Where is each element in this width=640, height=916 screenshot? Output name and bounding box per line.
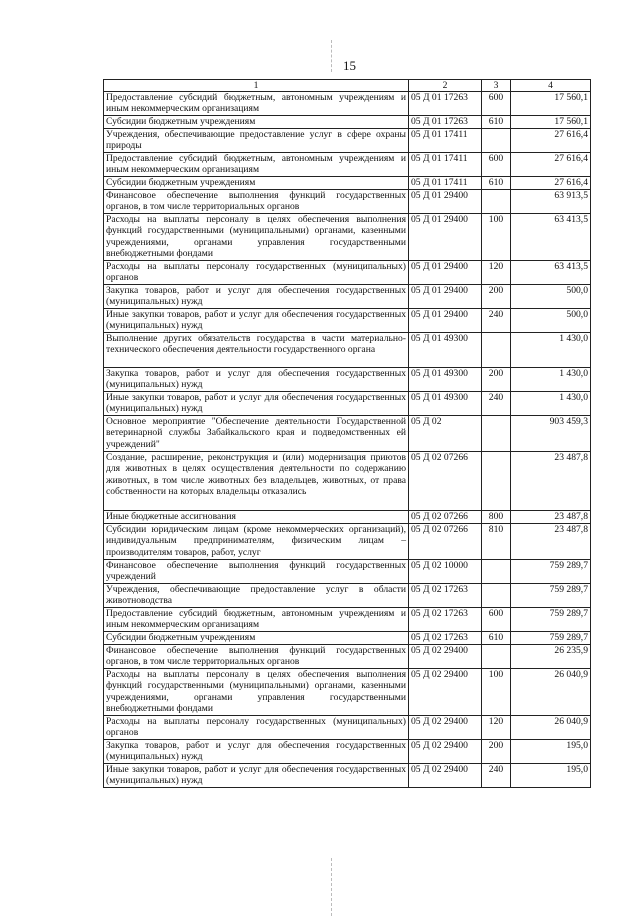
- table-row: [104, 632, 591, 645]
- row-code-cell: 05 Д 02 10000: [409, 560, 482, 584]
- row-code-cell: 05 Д 01 49300: [409, 368, 482, 392]
- row-name-cell: Основное мероприятие "Обеспечение деятельности Государственной ветеринарной службы Забайкальского края и подведомственных ей учреждений": [104, 416, 409, 452]
- row-name-cell: Создание, расширение, реконструкция и (или) модернизация приютов для животных в целях осуществления деятельности по содержанию животных, в том числе животных без владельцев, животных, от права собственности на которых владельцы отказались: [104, 452, 409, 511]
- table-row: [104, 740, 591, 764]
- table-row: [104, 368, 591, 392]
- row-name-cell: Иные закупки товаров, работ и услуг для обеспечения государственных (муниципальных) нужд: [104, 392, 409, 416]
- row-code-cell: 05 Д 01 17411: [409, 129, 482, 153]
- table-row: [104, 524, 591, 560]
- row-name-cell: Субсидии бюджетным учреждениям: [104, 177, 409, 190]
- row-sum-cell: 17 560,1: [511, 116, 591, 129]
- row-sum-cell: 1 430,0: [511, 368, 591, 392]
- row-code-cell: 05 Д 02 29400: [409, 645, 482, 669]
- row-code-cell: 05 Д 02 29400: [409, 669, 482, 716]
- table-row: [104, 392, 591, 416]
- row-sum-cell: 27 616,4: [511, 177, 591, 190]
- table-row: [104, 584, 591, 608]
- table-body: [104, 92, 591, 788]
- row-name-cell: Расходы на выплаты персоналу в целях обеспечения выполнения функций государственными (муниципальными) органами, казенными учреждениями, органами управления государственными внебюджетными фондами: [104, 214, 409, 261]
- row-vr-cell: 810: [482, 524, 511, 560]
- row-name-cell: Иные закупки товаров, работ и услуг для обеспечения государственных (муниципальных) нужд: [104, 309, 409, 333]
- fold-line-top: [331, 40, 332, 72]
- table-header-row: [104, 80, 591, 92]
- row-code-cell: 05 Д 01 17411: [409, 153, 482, 177]
- row-name-cell: Закупка товаров, работ и услуг для обеспечения государственных (муниципальных) нужд: [104, 368, 409, 392]
- row-sum-cell: 759 289,7: [511, 560, 591, 584]
- row-vr-cell: 600: [482, 92, 511, 116]
- table-row: [104, 645, 591, 669]
- row-code-cell: 05 Д 02 17263: [409, 584, 482, 608]
- row-sum-cell: 195,0: [511, 764, 591, 788]
- table-row: [104, 116, 591, 129]
- row-vr-cell: [482, 560, 511, 584]
- row-name-cell: Субсидии юридическим лицам (кроме некоммерческих организаций), индивидуальным предпринимателям, физическим лицам – производителям товаров, работ, услуг: [104, 524, 409, 560]
- row-sum-cell: 26 235,9: [511, 645, 591, 669]
- row-code-cell: 05 Д 02 07266: [409, 524, 482, 560]
- table-row: [104, 177, 591, 190]
- table-row: [104, 716, 591, 740]
- row-sum-cell: 23 487,8: [511, 452, 591, 511]
- table-row: [104, 511, 591, 524]
- row-name-cell: Финансовое обеспечение выполнения функций государственных учреждений: [104, 560, 409, 584]
- row-sum-cell: 63 413,5: [511, 214, 591, 261]
- row-name-cell: Расходы на выплаты персоналу государственных (муниципальных) органов: [104, 261, 409, 285]
- row-sum-cell: 23 487,8: [511, 524, 591, 560]
- row-vr-cell: [482, 333, 511, 368]
- row-sum-cell: 759 289,7: [511, 608, 591, 632]
- row-vr-cell: 100: [482, 669, 511, 716]
- table-row: [104, 560, 591, 584]
- row-code-cell: 05 Д 01 29400: [409, 285, 482, 309]
- table-row: [104, 669, 591, 716]
- row-vr-cell: 200: [482, 740, 511, 764]
- row-vr-cell: 200: [482, 285, 511, 309]
- row-vr-cell: [482, 645, 511, 669]
- row-vr-cell: 610: [482, 632, 511, 645]
- row-code-cell: 05 Д 01 17411: [409, 177, 482, 190]
- table-row: [104, 153, 591, 177]
- budget-table: [103, 79, 591, 788]
- row-name-cell: Субсидии бюджетным учреждениям: [104, 632, 409, 645]
- page-number: 15: [343, 58, 356, 73]
- table-row: [104, 309, 591, 333]
- row-code-cell: 05 Д 02 17263: [409, 632, 482, 645]
- column-header-sum: 4: [511, 80, 591, 92]
- row-vr-cell: 610: [482, 116, 511, 129]
- fold-line-bottom: [331, 858, 332, 916]
- row-vr-cell: 120: [482, 716, 511, 740]
- table-row: [104, 285, 591, 309]
- row-vr-cell: 120: [482, 261, 511, 285]
- table-row: [104, 452, 591, 511]
- row-code-cell: 05 Д 01 49300: [409, 392, 482, 416]
- table-row: [104, 416, 591, 452]
- row-code-cell: 05 Д 02 17263: [409, 608, 482, 632]
- row-name-cell: Субсидии бюджетным учреждениям: [104, 116, 409, 129]
- table-row: [104, 190, 591, 214]
- row-code-cell: 05 Д 02: [409, 416, 482, 452]
- table-row: [104, 92, 591, 116]
- column-header-code: 2: [409, 80, 482, 92]
- row-sum-cell: 759 289,7: [511, 584, 591, 608]
- row-sum-cell: 500,0: [511, 309, 591, 333]
- row-vr-cell: 100: [482, 214, 511, 261]
- row-name-cell: Закупка товаров, работ и услуг для обеспечения государственных (муниципальных) нужд: [104, 740, 409, 764]
- row-sum-cell: 27 616,4: [511, 129, 591, 153]
- row-vr-cell: [482, 584, 511, 608]
- row-name-cell: Финансовое обеспечение выполнения функций государственных органов, в том числе территориальных органов: [104, 645, 409, 669]
- table-row: [104, 261, 591, 285]
- row-sum-cell: 500,0: [511, 285, 591, 309]
- row-sum-cell: 17 560,1: [511, 92, 591, 116]
- row-code-cell: 05 Д 01 49300: [409, 333, 482, 368]
- row-name-cell: Расходы на выплаты персоналу в целях обеспечения выполнения функций государственными (муниципальными) органами, казенными учреждениями, органами управления государственными внебюджетными фондами: [104, 669, 409, 716]
- row-vr-cell: 200: [482, 368, 511, 392]
- row-sum-cell: 27 616,4: [511, 153, 591, 177]
- row-code-cell: 05 Д 01 29400: [409, 190, 482, 214]
- column-header-name: 1: [104, 80, 409, 92]
- row-vr-cell: 240: [482, 764, 511, 788]
- row-code-cell: 05 Д 02 29400: [409, 716, 482, 740]
- row-vr-cell: 600: [482, 608, 511, 632]
- row-vr-cell: 610: [482, 177, 511, 190]
- row-name-cell: Расходы на выплаты персоналу государственных (муниципальных) органов: [104, 716, 409, 740]
- table-row: [104, 608, 591, 632]
- row-code-cell: 05 Д 02 07266: [409, 511, 482, 524]
- row-name-cell: Предоставление субсидий бюджетным, автономным учреждениям и иным некоммерческим организациям: [104, 153, 409, 177]
- row-code-cell: 05 Д 02 29400: [409, 764, 482, 788]
- row-vr-cell: [482, 190, 511, 214]
- row-vr-cell: [482, 129, 511, 153]
- row-vr-cell: 240: [482, 392, 511, 416]
- row-code-cell: 05 Д 02 07266: [409, 452, 482, 511]
- row-sum-cell: 195,0: [511, 740, 591, 764]
- row-vr-cell: 600: [482, 153, 511, 177]
- row-sum-cell: 26 040,9: [511, 716, 591, 740]
- row-name-cell: Учреждения, обеспечивающие предоставление услуг в области животноводства: [104, 584, 409, 608]
- table-row: [104, 764, 591, 788]
- row-sum-cell: 63 413,5: [511, 261, 591, 285]
- row-sum-cell: 23 487,8: [511, 511, 591, 524]
- row-sum-cell: 26 040,9: [511, 669, 591, 716]
- row-code-cell: 05 Д 01 29400: [409, 261, 482, 285]
- row-name-cell: Иные бюджетные ассигнования: [104, 511, 409, 524]
- row-name-cell: Иные закупки товаров, работ и услуг для обеспечения государственных (муниципальных) нужд: [104, 764, 409, 788]
- row-vr-cell: [482, 452, 511, 511]
- table-row: [104, 129, 591, 153]
- table-row: [104, 333, 591, 368]
- row-sum-cell: 1 430,0: [511, 392, 591, 416]
- row-vr-cell: [482, 416, 511, 452]
- row-sum-cell: 759 289,7: [511, 632, 591, 645]
- row-vr-cell: 800: [482, 511, 511, 524]
- table-row: [104, 214, 591, 261]
- row-name-cell: Выполнение других обязательств государства в части материально-технического обеспечения деятельности государственного органа: [104, 333, 409, 368]
- row-name-cell: Учреждения, обеспечивающие предоставление услуг в сфере охраны природы: [104, 129, 409, 153]
- row-code-cell: 05 Д 01 17263: [409, 116, 482, 129]
- row-code-cell: 05 Д 01 17263: [409, 92, 482, 116]
- row-code-cell: 05 Д 01 29400: [409, 309, 482, 333]
- row-name-cell: Предоставление субсидий бюджетным, автономным учреждениям и иным некоммерческим организациям: [104, 92, 409, 116]
- row-name-cell: Предоставление субсидий бюджетным, автономным учреждениям и иным некоммерческим организациям: [104, 608, 409, 632]
- row-name-cell: Финансовое обеспечение выполнения функций государственных органов, в том числе территориальных органов: [104, 190, 409, 214]
- row-name-cell: Закупка товаров, работ и услуг для обеспечения государственных (муниципальных) нужд: [104, 285, 409, 309]
- row-code-cell: 05 Д 01 29400: [409, 214, 482, 261]
- row-sum-cell: 1 430,0: [511, 333, 591, 368]
- row-sum-cell: 63 913,5: [511, 190, 591, 214]
- row-sum-cell: 903 459,3: [511, 416, 591, 452]
- row-code-cell: 05 Д 02 29400: [409, 740, 482, 764]
- row-vr-cell: 240: [482, 309, 511, 333]
- column-header-vr: 3: [482, 80, 511, 92]
